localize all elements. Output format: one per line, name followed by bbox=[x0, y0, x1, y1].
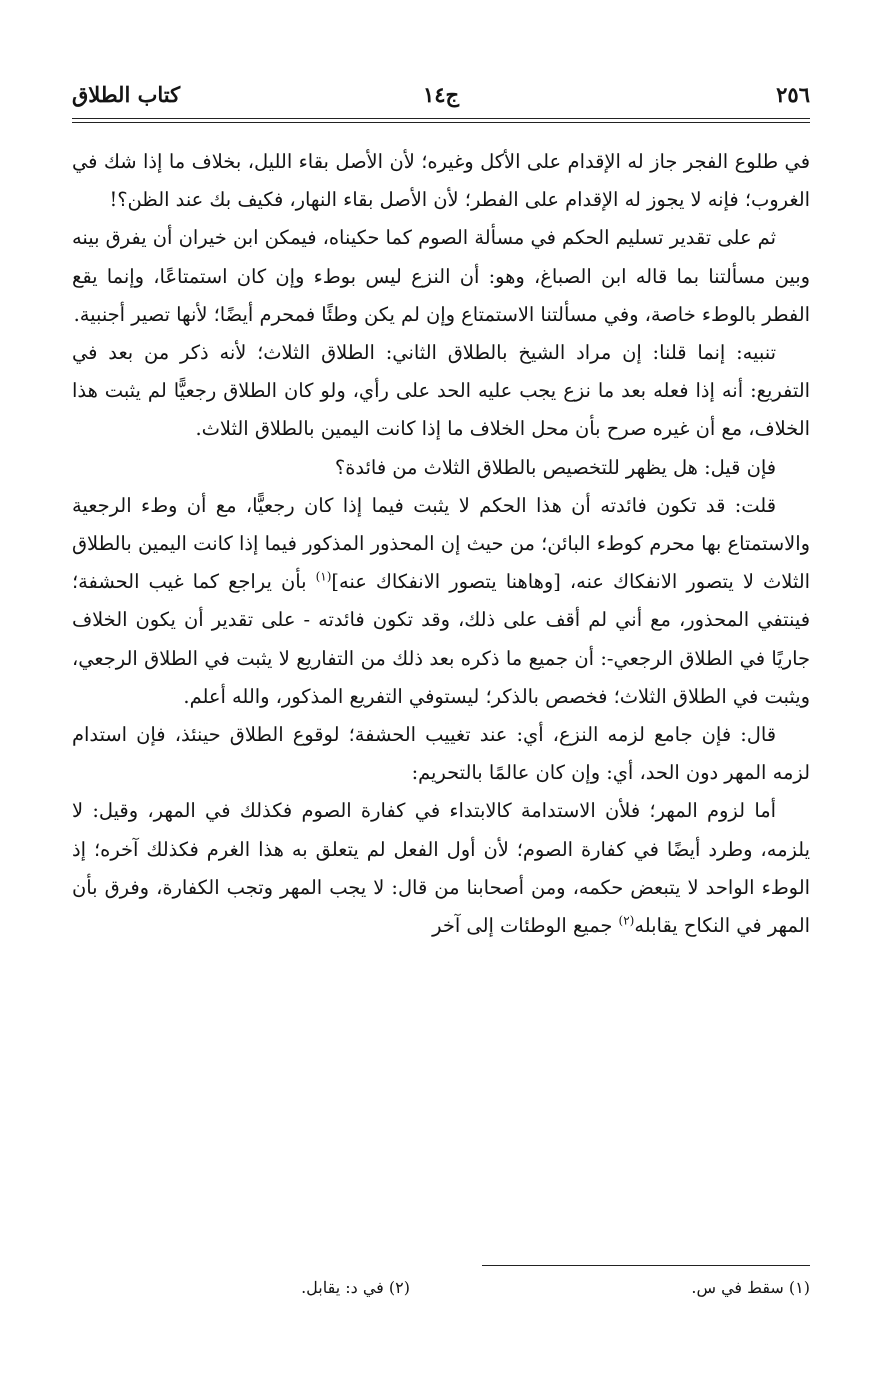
paragraph: قال: فإن جامع لزمه النزع، أي: عند تغييب الحشفة؛ لوقوع الطلاق حينئذ، فإن استدام لزمه المهر دون الحد، أي: وإن كان عالمًا بالتحريم: bbox=[72, 723, 810, 785]
page-header bbox=[72, 80, 810, 114]
volume-number: ج١٤ bbox=[422, 82, 460, 107]
footnote-separator bbox=[482, 1265, 810, 1266]
paragraph-text: جميع الوطئات إلى آخر bbox=[432, 914, 619, 938]
footnote: (١) سقط في س. bbox=[691, 1278, 810, 1297]
paragraph-text: بأن يراجع كما غيب الحشفة؛ فينتفي المحذور، مع أني لم أقف على ذلك، وقد تكون فائدته - على تقدير أن يكون الخلاف جاريًا في الطلاق الرجعي-: أن جميع ما ذكره بعد ذلك من التفاريع لا يثبت في الطلاق الرجعي، ويثبت في الطلاق الثلاث؛ فخصص بالذكر؛ ليستوفي التفريع المذكور، والله أعلم. bbox=[72, 570, 810, 708]
footnote: (٢) في د: يقابل. bbox=[301, 1278, 410, 1297]
paragraph-text: قلت: قد تكون فائدته أن هذا الحكم لا يثبت فيما إذا كان رجعيًّا، مع أن وطء الرجعية والاستمتاع بها محرم كوطء البائن؛ من حيث إن المحذور المذكور فيما إذا كانت اليمين بالطلاق الثلاث لا يتصور الانفكاك عنه، [وهاهنا يتصور الانفكاك عنه] bbox=[72, 493, 810, 594]
paragraph: في طلوع الفجر جاز له الإقدام على الأكل وغيره؛ لأن الأصل بقاء الليل، بخلاف ما إذا شك في الغروب؛ فإنه لا يجوز له الإقدام على الفطر؛ لأن الأصل بقاء النهار، فكيف بك عند الظن؟! bbox=[72, 150, 810, 212]
header-rule-top bbox=[72, 118, 810, 119]
paragraph: ثم على تقدير تسليم الحكم في مسألة الصوم كما حكيناه، فيمكن ابن خيران أن يفرق بينه وبين مسألتنا بما قاله ابن الصباغ، وهو: أن النزع ليس بوطء وإن كان استمتاعًا، وإنما يقع الفطر بالوطء خاصة، وفي مسألتنا الاستمتاع وإن لم يكن وطئًا فمحرم أيضًا؛ لأنها تصير أجنبية. bbox=[72, 226, 810, 326]
header-rule-bottom bbox=[72, 122, 810, 123]
paragraph-text: أما لزوم المهر؛ فلأن الاستدامة كالابتداء في كفارة الصوم فكذلك في المهر، وقيل: لا يلزمه، وطرد أيضًا في كفارة الصوم؛ لأن أول الفعل لم يتعلق به هذا الغرم فكذلك آخره؛ إذ الوطء الواحد لا يتبعض حكمه، ومن أصحابنا من قال: لا يجب المهر وتجب الكفارة، وفرق بأن المهر في النكاح يقابله bbox=[72, 799, 810, 938]
footnote-reference: (٢) bbox=[618, 913, 635, 928]
footnotes bbox=[72, 1274, 810, 1308]
book-title: كتاب الطلاق bbox=[72, 82, 181, 107]
main-text bbox=[72, 143, 810, 945]
page-number: ٢٥٦ bbox=[776, 82, 810, 107]
paragraph bbox=[72, 487, 810, 716]
paragraph bbox=[72, 792, 810, 945]
paragraph: فإن قيل: هل يظهر للتخصيص بالطلاق الثلاث من فائدة؟ bbox=[334, 455, 776, 479]
footnote-reference: (١) bbox=[315, 569, 332, 584]
paragraph: تنبيه: إنما قلنا: إن مراد الشيخ بالطلاق الثاني: الطلاق الثلاث؛ لأنه ذكر من بعد في التفريع: أنه إذا فعله بعد ما نزع يجب عليه الحد على رأي، ولو كان الطلاق رجعيًّا لم يثبت هذا الخلاف، مع أن غيره صرح بأن محل الخلاف ما إذا كانت اليمين بالطلاق الثلاث. bbox=[72, 341, 810, 441]
